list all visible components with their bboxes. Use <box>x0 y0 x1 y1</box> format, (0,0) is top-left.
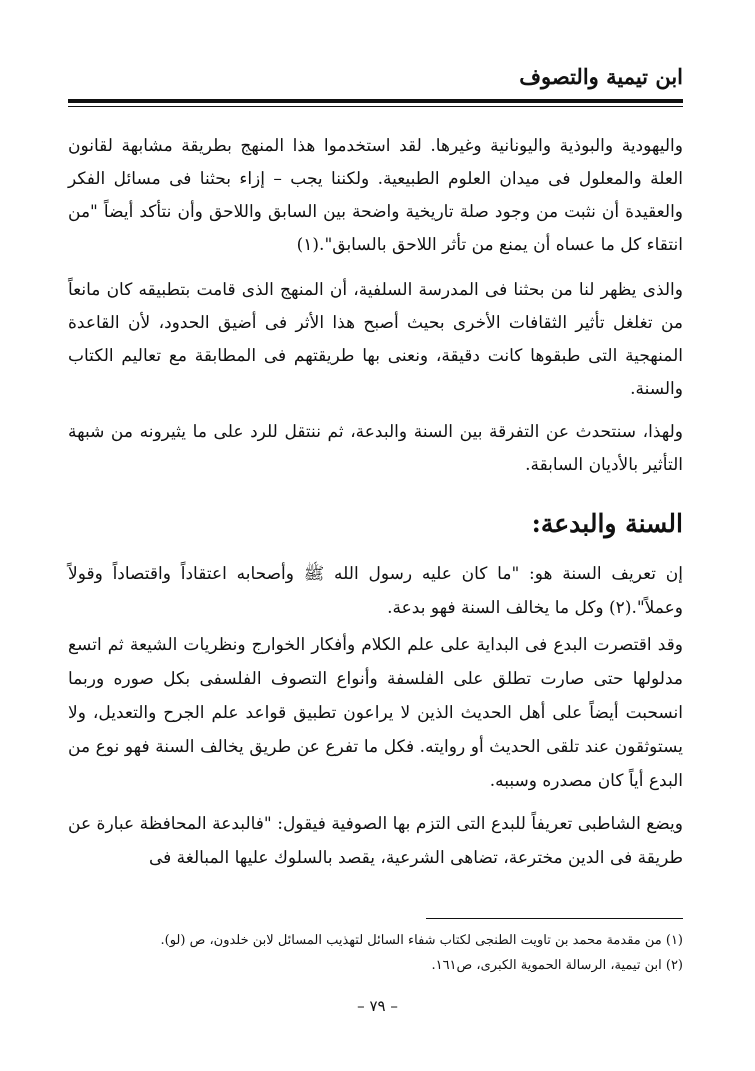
section-heading: السنة والبدعة: <box>531 509 683 538</box>
footnotes <box>68 928 683 978</box>
body-paragraph-2: والذى يظهر لنا من بحثنا فى المدرسة السلفية، أن المنهج الذى قامت بتطبيقه كان مانعاً من تغلغل تأثير الثقافات الأخرى بحيث أصبح هذا الأثر فى أضيق الحدود، لأن القاعدة المنهجية التى طبقوها كانت دقيقة، ونعنى بها طريقتهم فى المطابقة مع تعاليم الكتاب والسنة. <box>68 280 683 399</box>
footnote-2: (٢) ابن تيمية، الرسالة الحموية الكبرى، ص١٦١. <box>431 958 683 973</box>
footnote-1: (١) من مقدمة محمد بن تاويت الطنجى لكتاب شفاء السائل لتهذيب المسائل لابن خلدون، ص (لو). <box>160 933 683 948</box>
section-paragraph-2: وقد اقتصرت البدع فى البداية على علم الكلام وأفكار الخوارج ونظريات الشيعة ثم اتسع مدلولها حتى صارت تطلق على الفلسفة وأنواع التصوف الفلسفى بكل صوره وربما انسحبت أيضاً على أهل الحديث الذين لا يراعون تطبيق قواعد علم الجرح والتعديل، ولا يستوثقون عند تلقى الحديث أو روايته. فكل ما تفرع عن طريق يخالف السنة فهو نوع من البدع أياً كان مصدره وسببه. <box>68 635 683 791</box>
header-rule-thin <box>68 106 683 107</box>
footnote-separator <box>426 918 683 919</box>
body-paragraph-1: واليهودية والبوذية واليونانية وغيرها. لقد استخدموا هذا المنهج بطريقة مشابهة لقانون العلة والمعلول فى ميدان العلوم الطبيعية. ولكننا يجب – إزاء بحثنا فى مسائل الفكر والعقيدة أن نثبت من وجود صلة تاريخية واضحة بين السابق واللاحق وأن نتأكد أيضاً "من انتقاء كل ما عساه أن يمنع من تأثر اللاحق بالسابق".(١) <box>68 136 683 255</box>
running-header: ابن تيمية والتصوف <box>519 64 683 89</box>
section-paragraph-3: ويضع الشاطبى تعريفاً للبدع التى التزم بها الصوفية فيقول: "فالبدعة المحافظة عبارة عن طريقة فى الدين مخترعة، تضاهى الشرعية، يقصد بالسلوك عليها المبالغة فى <box>68 814 683 868</box>
section-paragraph-1: إن تعريف السنة هو: "ما كان عليه رسول الله ﷺ وأصحابه اعتقاداً واقتصاداً وقولاً وعملاً".(٢) وكل ما يخالف السنة فهو بدعة. <box>68 564 683 618</box>
header-rule-thick <box>68 99 683 103</box>
body-paragraph-3: ولهذا، سنتحدث عن التفرقة بين السنة والبدعة، ثم ننتقل للرد على ما يثيرونه من شبهة التأثير بالأديان السابقة. <box>68 422 683 475</box>
page-number: – ٧٩ – <box>357 997 398 1015</box>
